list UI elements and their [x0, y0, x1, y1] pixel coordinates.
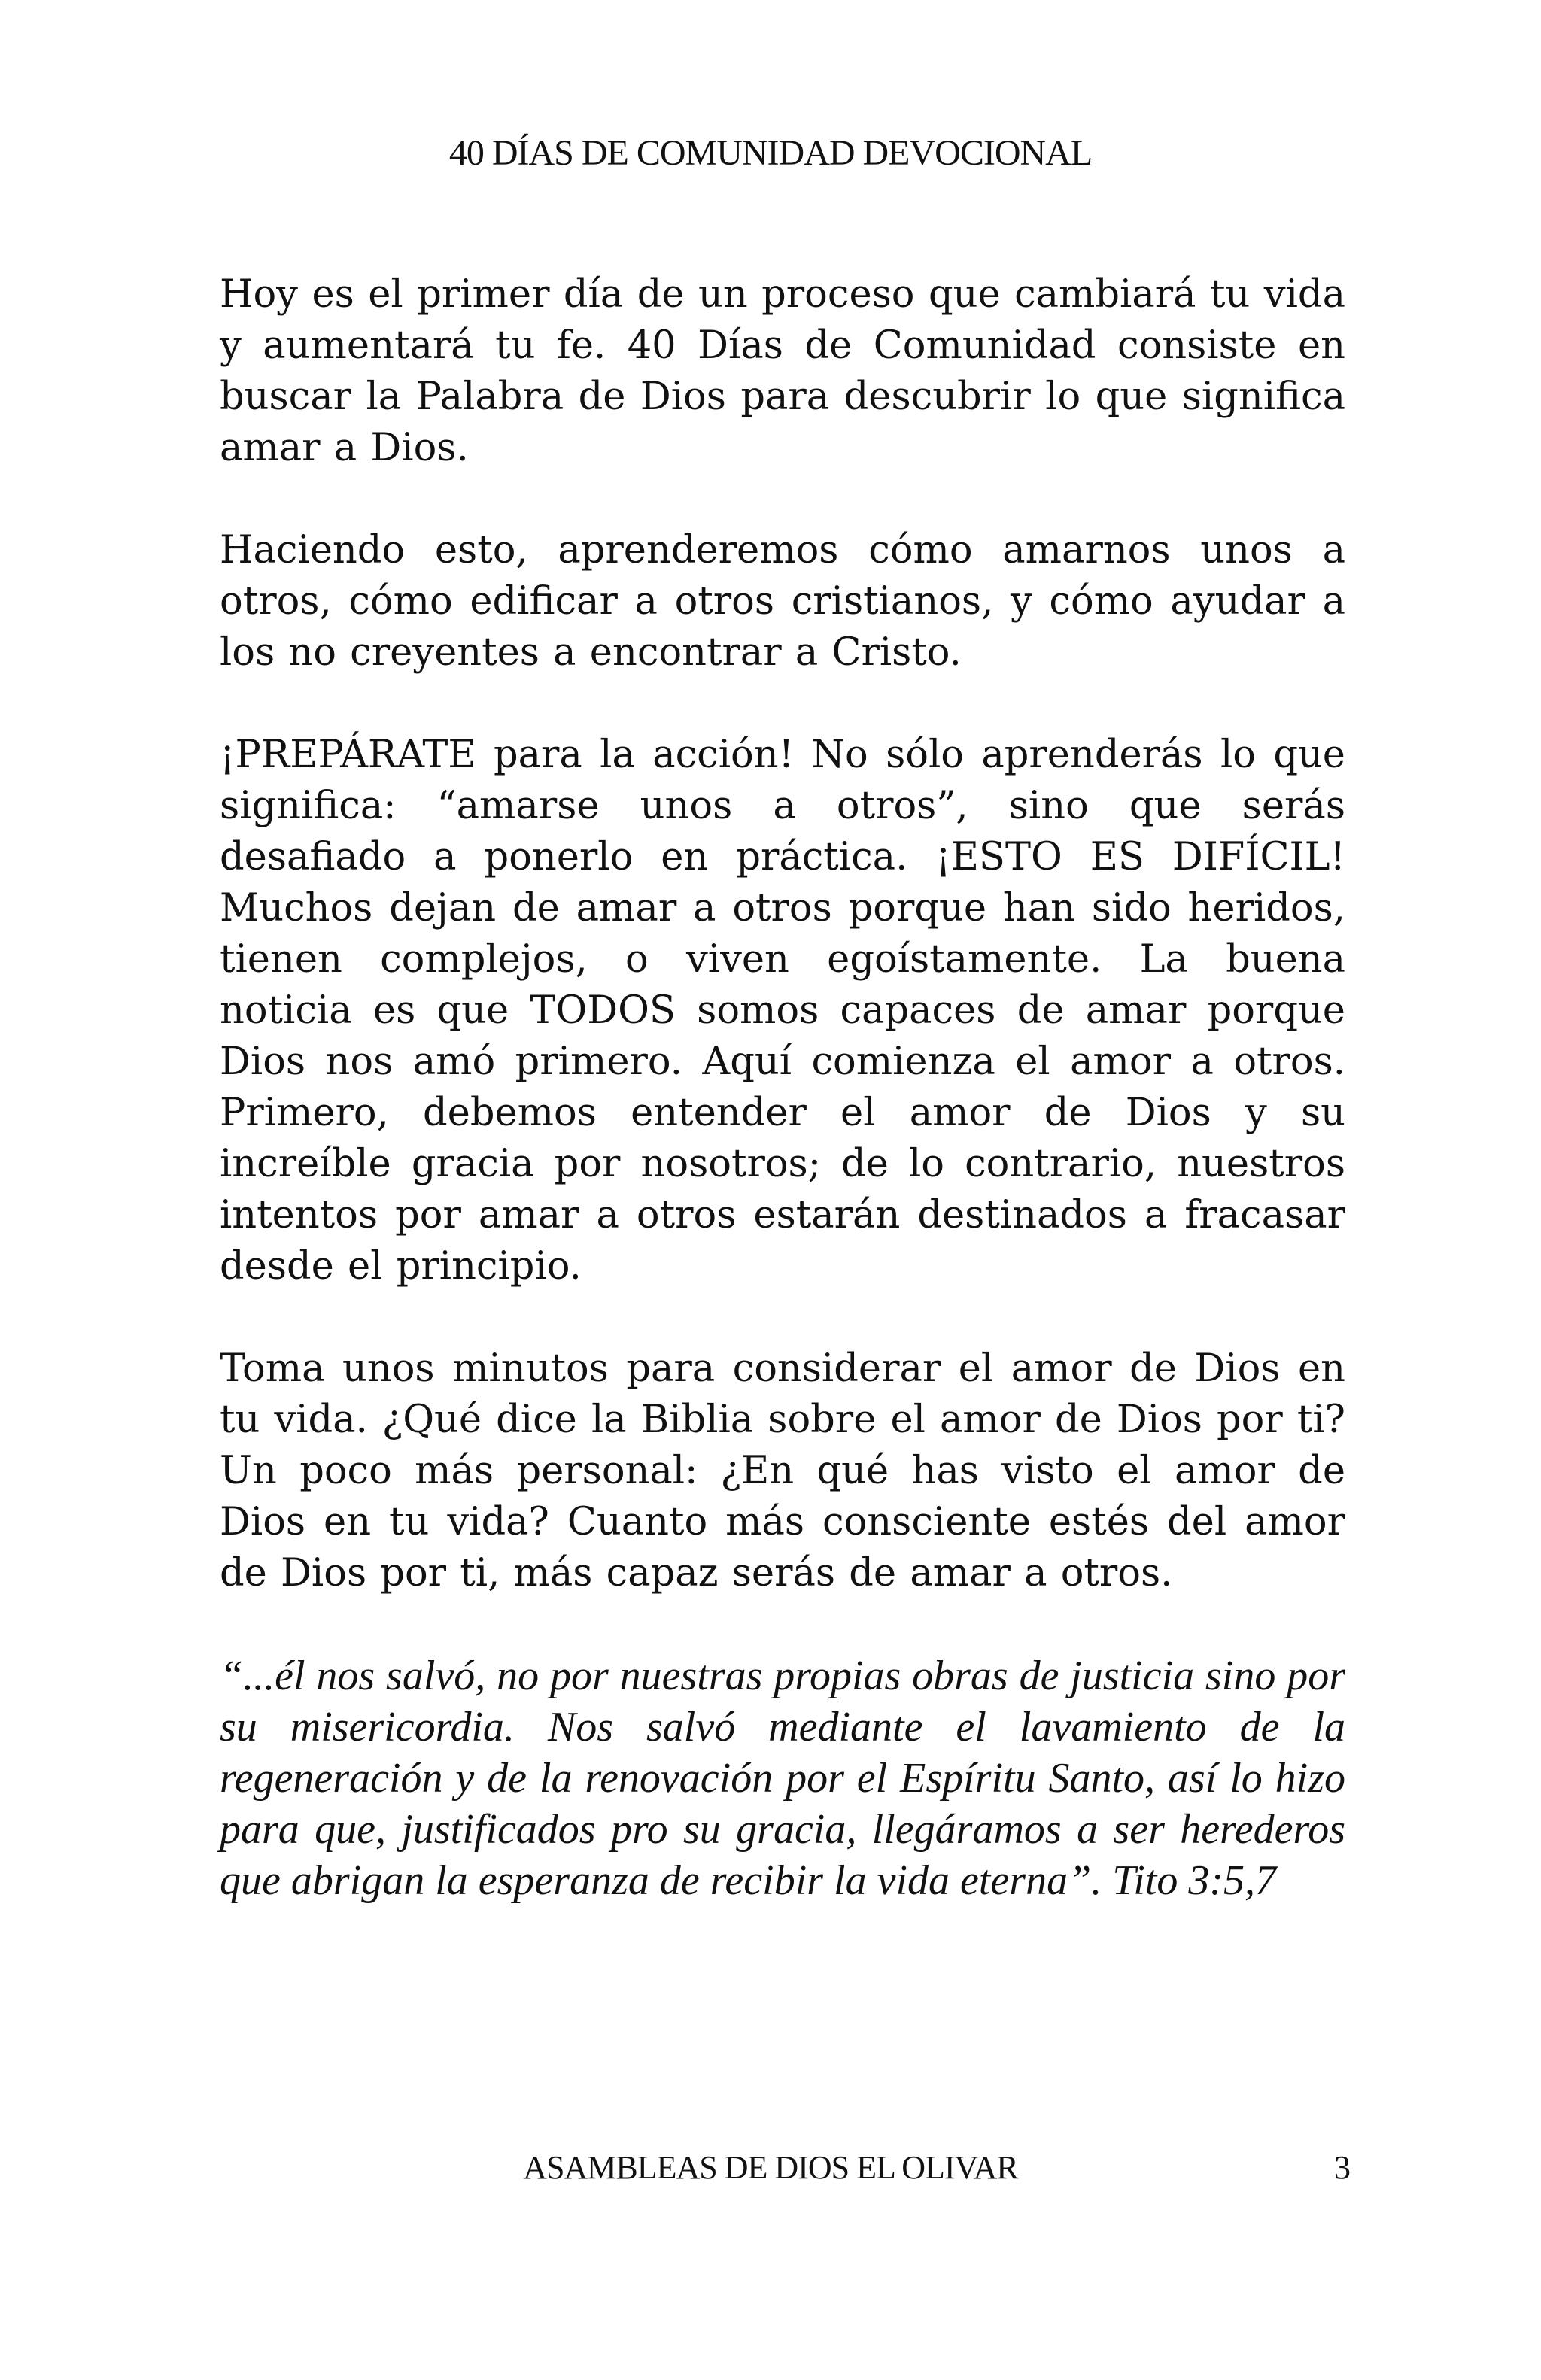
footer-title: ASAMBLEAS DE DIOS EL OLIVAR: [523, 2149, 1018, 2186]
page-header-title: 40 DÍAS DE COMUNIDAD DEVOCIONAL: [448, 133, 1093, 173]
body-text: [220, 269, 1345, 1906]
paragraph-intro: Hoy es el primer día de un proceso que cambiará tu vida y aumentará tu fe. 40 Días de Comunidad consiste en buscar la Palabra de Dios para descubrir lo que significa amar a Dios.: [220, 272, 1345, 470]
scripture-quote: “...él nos salvó, no por nuestras propias obras de justicia sino por su misericordia. Nos salvó mediante el lavamiento de la regeneración y de la renovación por el Espíritu Santo, así lo hizo para que, justificados pro su gracia, llegáramos a ser herederos que abrigan la esperanza de recibir la vida eterna”. Tito 3:5,7: [220, 1653, 1345, 1904]
page-number: 3: [1334, 2149, 1350, 2186]
paragraph-prepare: ¡PREPÁRATE para la acción! No sólo aprenderás lo que significa: “amarse unos a otros”, sino que serás desafiado a ponerlo en práctica. ¡ESTO ES DIFÍCIL! Muchos dejan de amar a otros porque han sido heridos, tienen complejos, o viven egoístamente. La buena noticia es que TODOS somos capaces de amar porque Dios nos amó primero. Aquí comienza el amor a otros. Primero, debemos entender el amor de Dios y su increíble gracia por nosotros; de lo contrario, nuestros intentos por amar a otros estarán destinados a fracasar desde el principio.: [220, 733, 1345, 1289]
paragraph-learning: Haciendo esto, aprenderemos cómo amarnos unos a otros, cómo edificar a otros cristianos, y cómo ayudar a los no creyentes a encontrar a Cristo.: [220, 528, 1345, 675]
paragraph-reflect: Toma unos minutos para considerar el amor de Dios en tu vida. ¿Qué dice la Biblia sobre el amor de Dios por ti? Un poco más personal: ¿En qué has visto el amor de Dios en tu vida? Cuanto más consciente estés del amor de Dios por ti, más capaz serás de amar a otros.: [220, 1346, 1345, 1595]
